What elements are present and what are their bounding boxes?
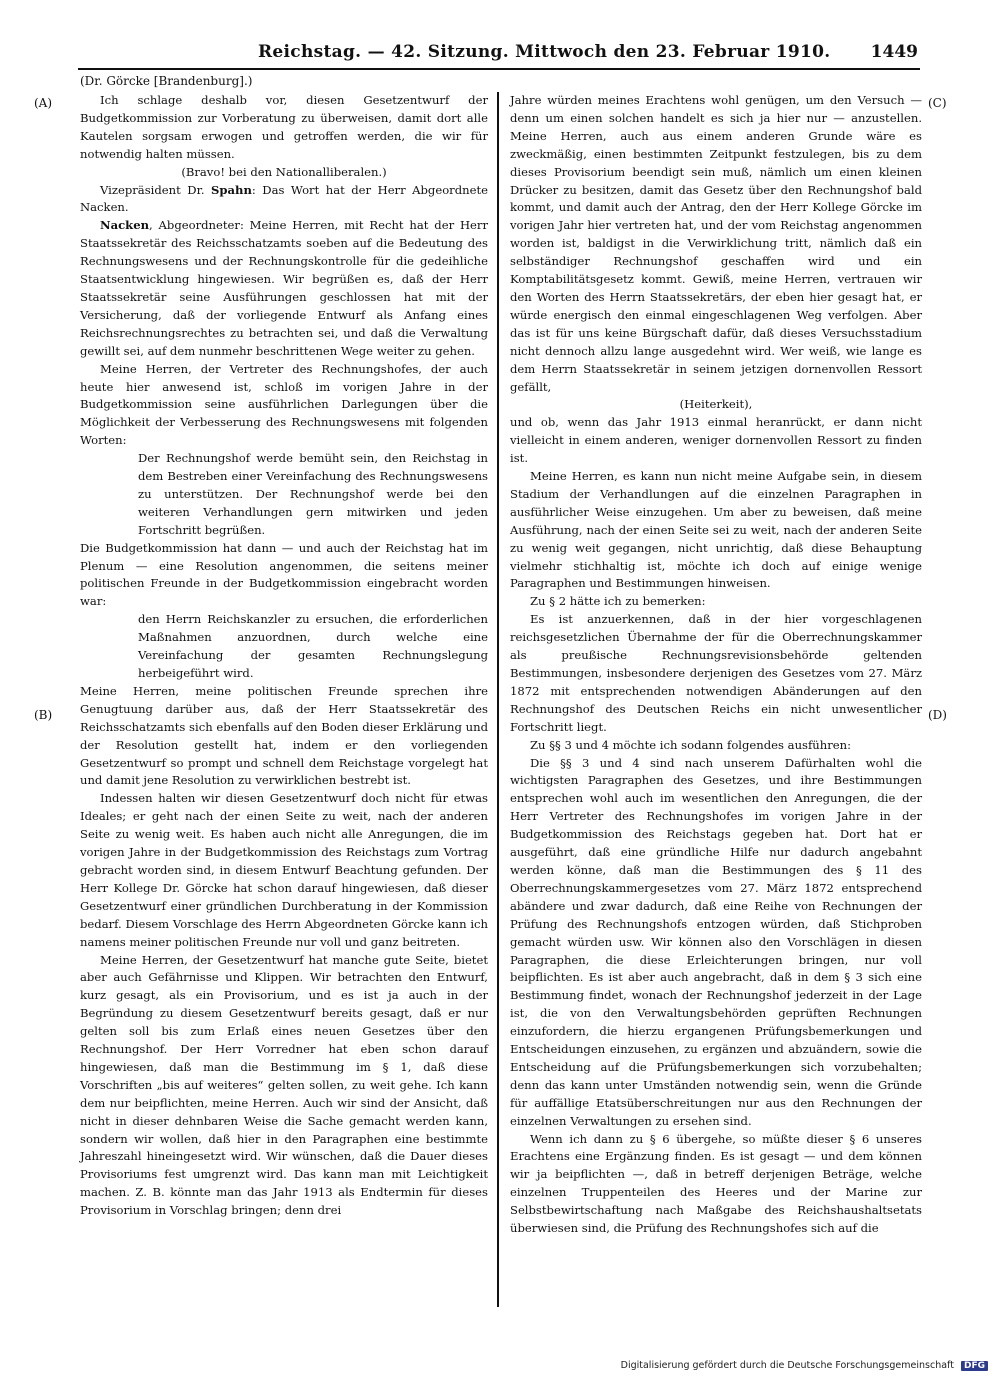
paragraph: Es ist anzuerkennen, daß in der hier vorgeschlagenen reichsgesetzlichen Übernahme der für die Oberrechnungskammer als preußische Rechnungsrevisionsbehörde geltenden Bestimmungen, insbesondere derjenigen des Gesetzes vom 27. März 1872 mit entsprechenden notwendigen Abänderungen auf den Rechnungshof des Deutschen Reichs ein nicht unwesentlicher Fortschritt liegt. (510, 612, 922, 734)
paragraph: Jahre würden meines Erachtens wohl genügen, um den Versuch — denn um einen solchen handelt es sich ja hier nur — anzustellen. Meine Herren, auch aus einem anderen Grunde wäre es zweckmäßig, einen bestimmten Zeitpunkt festzulegen, bis zu dem dieses Provisorium beendigt sein muß, nämlich um einen kleinen Drücker zu besitzen, damit das Gesetz über den Rechnungshof bald kommt, und damit auch der Antrag, den der Herr Kollege Görcke im vorigen Jahr hier vertreten hat, und der vom Reichstag angenommen worden ist, baldigst in die Verwirklichung tritt, nämlich daß ein selbständiger Rechnungshof geschaffen wird und ein Komptabilitätsgesetz kommt. Gewiß, meine Herren, vertrauen wir den Worten des Herrn Staatssekretärs, der eben hier gesagt hat, er würde energisch den einmal eingeschlagenen Weg verfolgen. Aber das ist für uns keine Bürgschaft dafür, daß dieses Versuchsstadium nicht dennoch allzu lange ausgedehnt wird. Wer weiß, wie lange es dem Herrn Staatssekretär in seinem jetzigen dornenvollen Ressort gefällt, (510, 93, 922, 394)
page-header (78, 34, 920, 70)
page-number: 1449 (870, 42, 918, 62)
paragraph: Nacken, Abgeordneter: Meine Herren, mit Recht hat der Herr Staatssekretär des Reichsschatzamts soeben auf die Bedeutung des Rechnungswesens und der Rechnungskontrolle für die gedeihliche Staatsentwicklung hingewiesen. Wir begrüßen es, daß der Herr Staatssekretär seine Ausführungen geschlossen hat mit der Versicherung, daß der vorliegende Entwurf als Anfang eines Reichsrechnungsrechtes zu betrachten sei, und daß die Verwaltung gewillt sei, auf dem nunmehr beschrittenen Wege weiter zu gehen. (80, 218, 488, 358)
paragraph: Meine Herren, meine politischen Freunde sprechen ihre Genugtuung darüber aus, daß der Herr Staatssekretär des Reichsschatzamts sich ebenfalls auf den Boden dieser Erklärung und der Resolution gestellt hat, indem er den vorliegenden Gesetzentwurf so prompt und schnell dem Reichstage vorgelegt hat und damit jene Resolution zu verwirklichen bestrebt ist. (80, 683, 488, 788)
footer-text: Digitalisierung gefördert durch die Deutsche Forschungsgemeinschaft (620, 1360, 954, 1371)
quote: Der Rechnungshof werde bemüht sein, den Reichstag in dem Bestreben einer Vereinfachung des Rechnungswesens zu unterstützen. Der Rechnungshof werde bei den weiteren Verhandlungen gern mitwirken und jeden Fortschritt begrüßen. (138, 451, 488, 537)
paragraph: Zu §§ 3 und 4 möchte ich sodann folgendes ausführen: (530, 737, 852, 752)
margin-marker-b: (B) (34, 708, 53, 722)
paragraph: Ich schlage deshalb vor, diesen Gesetzentwurf der Budgetkommission zur Vorberatung zu überweisen, damit dort alle Kautelen sorgsam erwogen und getroffen werden, die wir für notwendig halten müssen. (80, 93, 488, 161)
footer (621, 1360, 988, 1371)
paragraph: Meine Herren, der Vertreter des Rechnungshofes, der auch heute hier anwesend ist, schloß im vorigen Jahre in der Budgetkommission seine ausführlichen Darlegungen über die Möglichkeit der Verbesserung des Rechnungswesens mit folgenden Worten: (80, 361, 488, 448)
paragraph: Meine Herren, der Gesetzentwurf hat manche gute Seite, bietet aber auch Gefährnisse und Klippen. Wir betrachten den Entwurf, kurz gesagt, als ein Provisorium, und es ist ja auch in der Begründung zu diesem Gesetzentwurf bereits gesagt, daß er nur gelten soll bis zum Erlaß eines neuen Gesetzes über den Rechnungshof. Der Herr Vorredner hat eben schon darauf hingewiesen, daß man die Bestimmung im § 1, daß diese Vorschriften „bis auf weiteres“ gelten sollen, zu weit gehe. Ich kann dem nur beipflichten, meine Herren. Auch wir sind der Ansicht, daß nicht in dieser dehnbaren Weise die Sache gemacht werden kann, sondern wir wollen, daß hier in den Paragraphen eine bestimmte Jahreszahl hineingesetzt wird. Wir wünschen, daß die Dauer dieses Provisoriums fest umgrenzt wird. Das kann man mit Leichtigkeit machen. Z. B. könnte man das Jahr 1913 als Endtermin für dieses Provisorium in Vorschlag bringen; denn drei (80, 952, 488, 1218)
margin-marker-d: (D) (928, 708, 947, 722)
quote: den Herrn Reichskanzler zu ersuchen, die erforderlichen Maßnahmen anzuordnen, durch welche eine Vereinfachung der gesamten Rechnungslegung herbeigeführt wird. (138, 612, 488, 680)
column-divider (497, 92, 499, 1307)
paragraph: Vizepräsident Dr. Spahn: Das Wort hat der Herr Abgeordnete Nacken. (80, 182, 488, 215)
margin-marker-a: (A) (34, 96, 53, 110)
paragraph: Die §§ 3 und 4 sind nach unserem Dafürhalten wohl die wichtigsten Paragraphen des Gesetzes, und ihre Bestimmungen entsprechen wohl auch im wesentlichen den Anregungen, die der Herr Vertreter des Rechnungshofes im vorigen Jahre in der Budgetkommission des Reichstags gegeben hat. Dort hat er ausgeführt, daß eine gründliche Hilfe nur dadurch angebahnt werden könne, daß man die Bestimmungen des § 11 des Oberrechnungskammergesetzes vom 27. März 1872 entsprechend abändere und zwar dadurch, daß eine Reihe von Rechnungen der Prüfung des Rechnungshofs entzogen würden, daß Stichproben gemacht würden usw. Wir können also den Vorschlägen in diesen Paragraphen, die diese Erleichterungen bringen, nur voll beipflichten. Es ist aber auch angebracht, daß in dem § 3 sich eine Bestimmung findet, wonach der Rechnungshof jederzeit in der Lage ist, die von den Verwaltungsbehörden geprüften Rechnungen einzufordern, die hierzu ergangenen Prüfungsbemerkungen und Entscheidungen einzusehen, zu ergänzen und abzuändern, sowie die Entscheidung auf die Prüfungsbemerkungen sich vorzubehalten; denn das kann unter Umständen notwendig sein, wenn die Gründe für auffällige Etatsüberschreitungen nur aus den Rechnungen der einzelnen Verwaltungen zu ersehen sind. (510, 755, 922, 1128)
header-title: Reichstag. — 42. Sitzung. Mittwoch den 23. Februar 1910. (258, 42, 831, 62)
paragraph: Wenn ich dann zu § 6 übergehe, so müßte dieser § 6 unseres Erachtens eine Ergänzung finden. Es ist gesagt — und dem können wir ja beipflichten —, daß in betreff derjenigen Beträge, welche einzelnen Truppenteilen des Heeres und der Marine zur Selbstbewirtschaftung nach Maßgabe des Reichshaushaltsetats überwiesen sind, die Prüfung des Rechnungshofes sich auf die (510, 1131, 922, 1236)
laughter-note: (Heiterkeit), (679, 397, 753, 412)
applause-note: (Bravo! bei den Nationalliberalen.) (181, 164, 387, 179)
paragraph: Meine Herren, es kann nun nicht meine Aufgabe sein, in diesem Stadium der Verhandlungen auf die einzelnen Paragraphen in ausführlicher Weise einzugehen. Um aber zu beweisen, daß meine Ausführung, nach der einen Seite sei zu weit, nach der anderen Seite zu wenig weit gegangen, nicht unrichtig, daß diese Behauptung vielmehr stichhaltig ist, möchte ich doch auf einige wenige Paragraphen und Bestimmungen hinweisen. (510, 469, 922, 591)
left-column (80, 92, 488, 1220)
right-column (510, 92, 922, 1238)
speaker-tag: (Dr. Görcke [Brandenburg].) (80, 74, 253, 88)
margin-marker-c: (C) (928, 96, 947, 110)
dfg-logo-icon: DFG (961, 1361, 988, 1371)
paragraph: Die Budgetkommission hat dann — und auch der Reichstag hat im Plenum — eine Resolution angenommen, die seitens meiner politischen Freunde in der Budgetkommission eingebracht worden war: (80, 540, 488, 609)
paragraph: und ob, wenn das Jahr 1913 einmal heranrückt, er dann nicht vielleicht in einem anderen, weniger dornenvollen Ressort zu finden ist. (510, 415, 922, 466)
paragraph: Indessen halten wir diesen Gesetzentwurf doch nicht für etwas Ideales; er geht nach der einen Seite zu weit, nach der anderen Seite zu wenig weit. Es haben auch nicht alle Anregungen, die im vorigen Jahre in der Budgetkommission des Reichstags zum Vortrag gebracht worden sind, in diesem Entwurf Beachtung gefunden. Der Herr Kollege Dr. Görcke hat schon darauf hingewiesen, daß dieser Gesetzentwurf einer gründlichen Durchberatung in der Kommission bedarf. Diesem Vorschlage des Herrn Abgeordneten Görcke kann ich namens meiner politischen Freunde nur voll und ganz beitreten. (80, 791, 488, 949)
paragraph: Zu § 2 hätte ich zu bemerken: (530, 594, 706, 609)
